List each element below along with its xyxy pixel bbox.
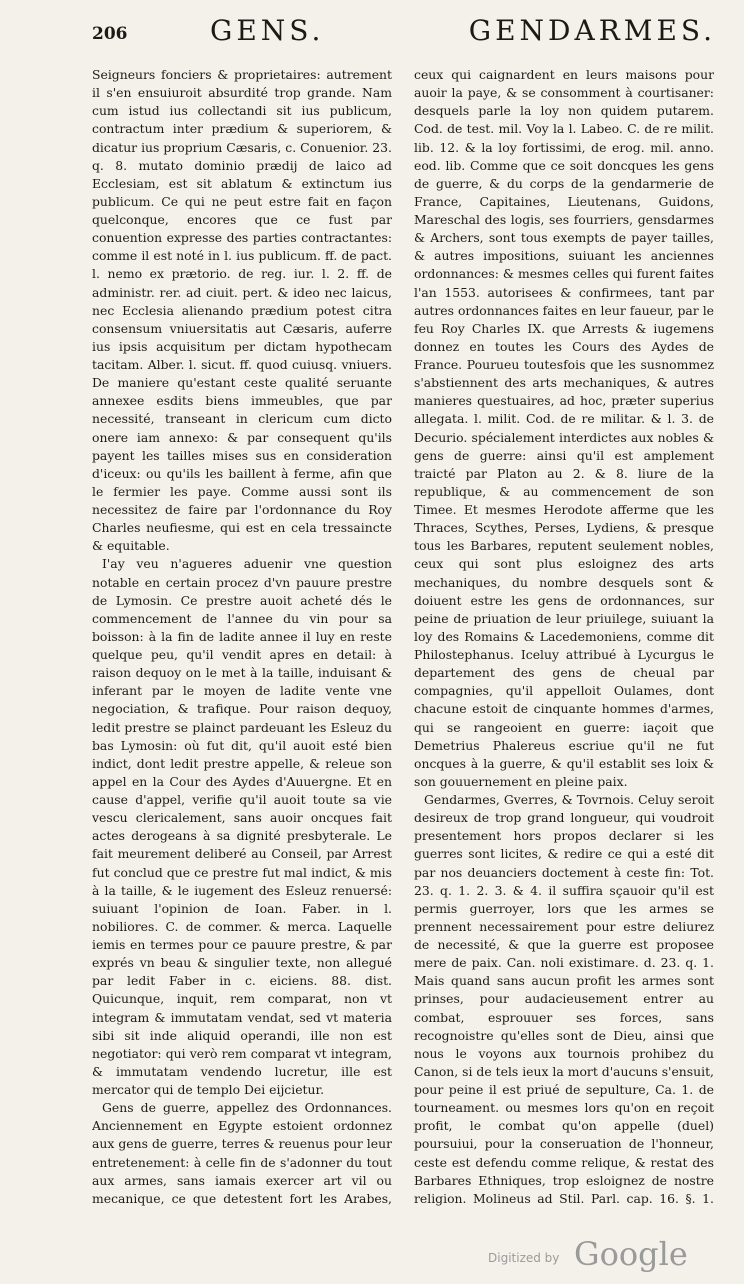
running-title-right: GENDARMES.	[468, 14, 716, 47]
left-paragraph-1: Seigneurs fonciers & proprietaires: autrement il s'en ensuiuroit absurdité trop grande. Nam cum istud ius collectandi sit ius publicum, contractum inter prædium & superiorem, & dicatur ius proprium Cæsaris, c. Conuenior. 23. q. 8. mutato dominio prædij de laico ad Ecclesiam, est sit ablatum & extinctum ius publicum. Ce qui ne peut estre fait en façon quelconque, encores que ce fust par conuention expresse des parties contractantes: comme il est noté in l. ius publicum. ff. de pact. l. nemo ex prætorio. de reg. iur. l. 2. ff. de administr. rer. ad ciuit. pert. & ideo nec laicus, nec Ecclesia alienando prædium potest citra consensum vniuersitatis aut Cæsaris, auferre ius ipsis acquisitum per dictam hypothecam tacitam. Alber. l. sicut. ff. quod cuiusq. vniuers. De maniere qu'estant ceste qualité seruante annexee esdits biens immeubles, que par necessité, transeant in clericum cum dicto onere iam annexo: & par consequent qu'ils payent les tailles mises sus en consideration d'iceux: ou qu'ils les baillent à ferme, afin que le fermier les paye. Comme aussi sont ils necessitez de faire par l'ordonnance du Roy Charles neufiesme, qui est en cela tressaincte & equitable.	[92, 67, 392, 554]
right-paragraph-2: Gendarmes, Gverres, & Tovrnois. Celuy seroit desireux de trop grand longueur, qui voudroit presentement hors propos declarer si les guerres sont licites, & redire ce qui a esté dit par nos deuanciers doctement à ceste fin: Tot. 23. q. 1. 2. 3. & 4. il suffira sçauoir qu'il est permis guerroyer, lors que les armes se prennent necessairement pour estre deliurez de necessité, & que la guerre est proposee mere de paix. Can. noli existimare. d. 23. q. 1. Mais quand sans aucun profit les armes sont prinses, pour audacieusement entrer au combat, esprouuer ses forces, sans recognoistre qu'elles sont de Dieu, ainsi que nous le voyons aux tournois prohibez du Canon, si de tels ieux la mort d'aucuns s'ensuit, pour peine il est priué de sepulture, Ca. 1. de tourneament. ou mesmes lors qu'on en reçoit profit, le combat qu'on appelle (duel) poursuiui, pour la conseruation de l'honneur, ceste est defendu comme relique, & restat des Barbares Ethniques, trop esloignez de nostre religion. Molineus ad Stil. Parl. cap. 16. §. 1.	[414, 792, 714, 1206]
right-paragraph-1: ceux qui caignardent en leurs maisons pour auoir la paye, & se consomment à courtisaner: desquels parle la loy non quidem putarem. Cod. de test. mil. Voy la l. Labeo. C. de re milit. lib. 12. & la loy fortissimi, de erog. mil. anno. eod. lib. Comme que ce soit doncques les gens de guerre, & du corps de la gendarmerie de France, Capitaines, Lieutenans, Guidons, Mareschal des logis, ses fourriers, gensdarmes & Archers, sont tous exempts de payer tailles, & autres impositions, suiuant les anciennes ordonnances: & mesmes celles qui furent faites l'an 1553. autorisees & confirmees, tant par autres ordonnances faites en leur faueur, par le feu Roy Charles IX. que Arrests & iugemens donnez en toutes les Cours des Aydes de France. Pourueu toutesfois que les susnommez s'abstiennent des arts mechaniques, & autres manieres questuaires, ad hoc, præter superius allegata. l. milit. Cod. de re militar. & l. 3. de Decurio. spécialement interdictes aux nobles & gens de guerre: ainsi qu'il est amplement traicté par Platon au 2. & 8. liure de la republique, & au commencement de son Timee. Et mesmes Herodote afferme que les Thraces, Scythes, Perses, Lydiens, & presque tous les Barbares, reputent seulement nobles, ceux qui sont plus esloignez des arts mechaniques, du nombre desquels sont & doiuent estre les gens de ordonnances, sur peine de priuation de leur priuilege, suiuant la loy des Romains & Lacedemoniens, comme dit Philostephanus. Iceluy attribué à Lycurgus le departement des gens de cheual par compagnies, qu'il appelloit Oulames, dont chacune estoit de cinquante hommes d'armes, qui se rangeoient en guerre: iaçoit que Demetrius Phalereus escriue qu'il ne fut oncques à la guerre, & qu'il establit ses loix & son gouuernement en pleine paix.	[414, 67, 714, 789]
google-logo: Google	[574, 1235, 688, 1273]
page-number: 206	[92, 24, 128, 44]
left-paragraph-3: Gens de guerre, appellez des Ordonnances. Anciennement en Egypte estoient ordonnez aux gens de guerre, terres & reuenus pour leur entretenement: à celle fin de s'adonner du tout aux armes, sans iamais exercer art vil ou mecanique, ce que detestent fort les Arabes,	[92, 1100, 392, 1206]
running-title-left: GENS.	[210, 14, 325, 47]
digitization-watermark	[488, 1235, 708, 1275]
page-header	[92, 14, 718, 52]
left-column	[92, 66, 392, 1206]
left-paragraph-2: I'ay veu n'agueres aduenir vne question notable en certain procez d'vn pauure prestre de Lymosin. Ce prestre auoit acheté dés le commencement de l'annee du vin pour sa boisson: à la fin de ladite annee il luy en reste quelque peu, qu'il vendit apres en detail: à raison dequoy on le met à la taille, induisant & inferant par le moyen de ladite vente vne negociation, & trafique. Pour raison dequoy, ledit prestre se plainct pardeuant les Esleuz du bas Lymosin: où fut dit, qu'il auoit esté bien indict, dont ledit prestre appelle, & releue son appel en la Cour des Aydes d'Auuergne. Et en cause d'appel, verifie qu'il auoit toute sa vie vescu clericalement, sans auoir oncques fait actes derogeans à sa dignité presbyterale. Le fait meurement deliberé au Conseil, par Arrest fut conclud que ce prestre fut mal indict, & mis à la taille, & le iugement des Esleuz renuersé: suiuant l'opinion de Ioan. Faber. in l. nobiliores. C. de commer. & merca. Laquelle iemis en termes pour ce pauure prestre, & par exprés vn beau & singulier texte, non allegué par ledit Faber in c. eiciens. 88. dist. Quicunque, inquit, rem comparat, non vt integram & immutatam vendat, sed vt materia sibi sit inde aliquid operandi, ille non est negotiator: qui verò rem comparat vt integram, & immutatam vendendo lucretur, ille est mercator qui de templo Dei eijcietur.	[92, 556, 392, 1097]
digitized-by-label: Digitized by	[488, 1251, 560, 1265]
right-column	[414, 66, 714, 1206]
